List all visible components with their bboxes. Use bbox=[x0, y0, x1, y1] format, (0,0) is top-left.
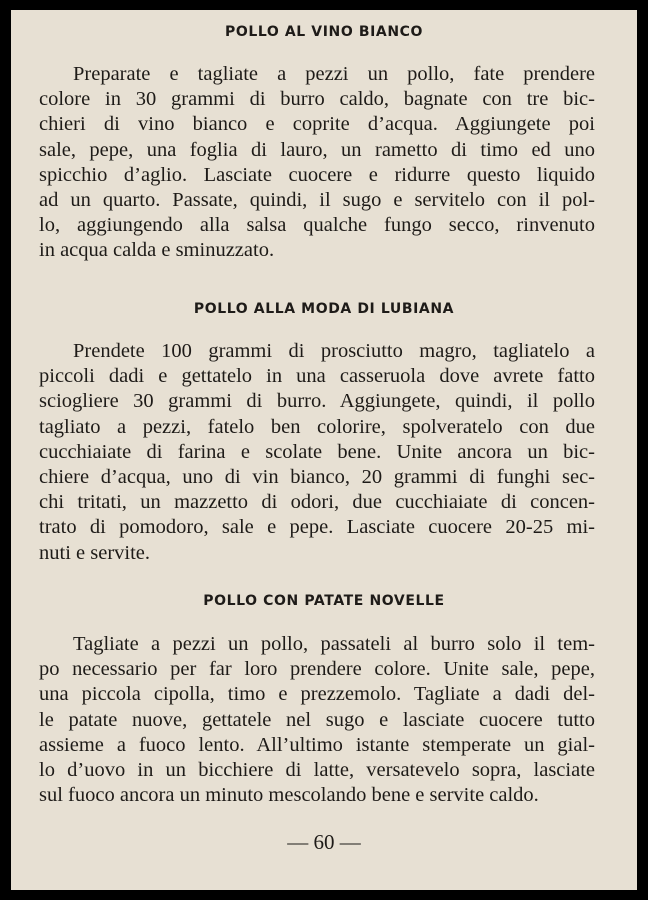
text-line: chi tritati, un mazzetto di odori, due cucchiaiate di concen- bbox=[39, 491, 595, 514]
text-line: le patate nuove, gettatele nel sugo e lasciate cuocere tutto bbox=[39, 708, 595, 731]
text-line: Tagliate a pezzi un pollo, passateli al burro solo il tem- bbox=[73, 633, 595, 655]
recipe-body bbox=[39, 62, 595, 264]
text-line: ad un quarto. Passate, quindi, il sugo e servitelo con il pol- bbox=[39, 188, 595, 211]
recipe-title: POLLO CON PATATE NOVELLE bbox=[203, 593, 445, 609]
text-line: Prendete 100 grammi di prosciutto magro, tagliatelo a bbox=[73, 340, 595, 362]
text-line: lo d’uovo in un bicchiere di latte, versatevelo sopra, lasciate bbox=[39, 758, 595, 781]
text-line: trato di pomodoro, sale e pepe. Lasciate cuocere 20-25 mi- bbox=[39, 516, 595, 539]
recipe-title: POLLO ALLA MODA DI LUBIANA bbox=[193, 301, 455, 317]
text-line: colore in 30 grammi di burro caldo, bagnate con tre bic- bbox=[39, 88, 595, 111]
text-line: sciogliere 30 grammi di burro. Aggiungete, quindi, il pollo bbox=[39, 390, 595, 413]
text-line: tagliato a pezzi, fatelo ben colorire, spolveratelo con due bbox=[39, 415, 595, 438]
book-page bbox=[11, 10, 637, 890]
text-line: piccoli dadi e gettatelo in una casseruola dove avrete fatto bbox=[39, 365, 595, 388]
text-line: sul fuoco ancora un minuto mescolando bene e servite caldo. bbox=[39, 784, 539, 807]
text-line: una piccola cipolla, timo e prezzemolo. Tagliate a dadi del- bbox=[39, 683, 595, 706]
text-line: nuti e servite. bbox=[39, 541, 151, 564]
text-line: Preparate e tagliate a pezzi un pollo, fate prendere bbox=[73, 63, 595, 85]
text-line: lo, aggiungendo alla salsa qualche fungo secco, rinvenuto bbox=[39, 214, 595, 237]
text-line: assieme a fuoco lento. All’ultimo istante stemperate un gial- bbox=[39, 733, 595, 756]
text-line: sale, pepe, una foglia di lauro, un rametto di timo ed uno bbox=[39, 138, 595, 161]
text-line: chiere d’acqua, uno di vin bianco, 20 grammi di funghi sec- bbox=[39, 465, 595, 488]
recipe-title: POLLO AL VINO BIANCO bbox=[224, 24, 424, 40]
text-line: cucchiaiate di farina e scolate bene. Unite ancora un bic- bbox=[39, 440, 595, 463]
page-number: — 60 — bbox=[287, 830, 361, 854]
text-line: spicchio d’aglio. Lasciate cuocere e ridurre questo liquido bbox=[39, 163, 595, 186]
text-line: in acqua calda e sminuzzato. bbox=[39, 239, 275, 262]
recipe-body bbox=[39, 339, 595, 566]
text-line: chieri di vino bianco e coprite d’acqua. Aggiungete poi bbox=[39, 113, 595, 136]
text-line: po necessario per far loro prendere colore. Unite sale, pepe, bbox=[39, 658, 595, 681]
recipe-body bbox=[39, 632, 595, 808]
